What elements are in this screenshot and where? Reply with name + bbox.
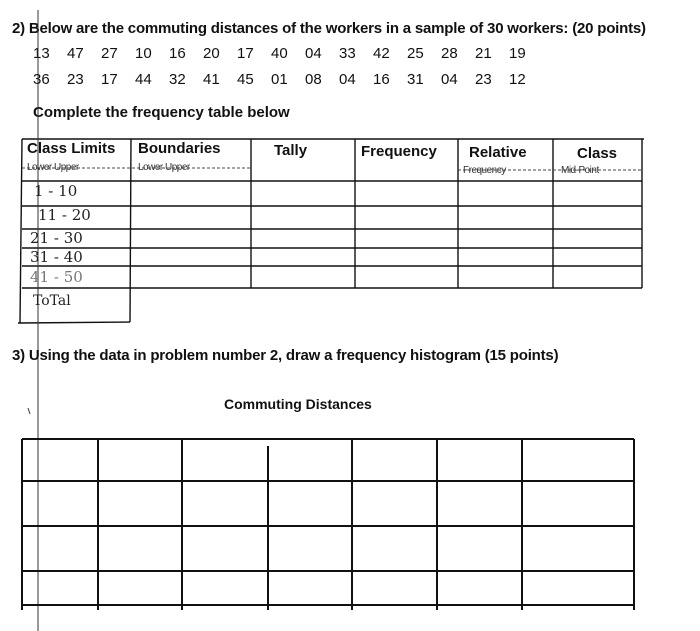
data-value: 17	[101, 71, 118, 88]
class-row: 1 - 10	[34, 182, 78, 200]
header-relative: Relative	[469, 144, 527, 161]
data-value: 17	[237, 45, 254, 62]
data-value: 04	[441, 71, 458, 88]
class-row: 11 - 20	[38, 206, 91, 224]
data-value: 45	[237, 71, 254, 88]
data-value: 23	[67, 71, 84, 88]
data-value: 40	[271, 45, 288, 62]
class-row: 31 - 40	[30, 248, 83, 266]
class-row: 41 - 50	[30, 268, 83, 286]
histogram-title: Commuting Distances	[224, 396, 372, 412]
data-value: 21	[475, 45, 492, 62]
data-value: 44	[135, 71, 152, 88]
data-value: 13	[33, 45, 50, 62]
table-instruction: Complete the frequency table below	[33, 104, 290, 121]
header-tally: Tally	[274, 142, 308, 159]
header-boundaries: Boundaries	[138, 140, 221, 157]
data-value: 25	[407, 45, 424, 62]
data-value: 04	[305, 45, 322, 62]
subheader-class-limits: Lower Upper	[27, 162, 79, 173]
question-3-title: 3) Using the data in problem number 2, draw a frequency histogram (15 points)	[12, 347, 559, 364]
data-value: 41	[203, 71, 220, 88]
data-value: 28	[441, 45, 458, 62]
data-value: 12	[509, 71, 526, 88]
data-value: 32	[169, 71, 186, 88]
data-value: 20	[203, 45, 220, 62]
data-value: 27	[101, 45, 118, 62]
subheader-boundaries: Lower Upper	[138, 162, 190, 173]
data-value: 36	[33, 71, 50, 88]
data-value: 16	[169, 45, 186, 62]
data-value: 42	[373, 45, 390, 62]
header-class-limits: Class Limits	[27, 140, 116, 157]
header-class: Class	[577, 145, 618, 162]
data-value: 01	[271, 71, 288, 88]
data-value: 04	[339, 71, 356, 88]
data-value: 16	[373, 71, 390, 88]
data-value: 19	[509, 45, 526, 62]
subheader-relative: Frequency	[463, 165, 506, 176]
total-label: ToTal	[33, 293, 71, 309]
subheader-class: Mid-Point	[561, 165, 599, 176]
data-value: 23	[475, 71, 492, 88]
data-value: 10	[135, 45, 152, 62]
header-frequency: Frequency	[361, 143, 437, 160]
data-value: 08	[305, 71, 322, 88]
data-value: 31	[407, 71, 424, 88]
class-row: 21 - 30	[30, 229, 83, 247]
question-2-title: 2) Below are the commuting distances of the workers in a sample of 30 workers: (20 points)	[12, 20, 646, 37]
data-value: 33	[339, 45, 356, 62]
data-value: 47	[67, 45, 84, 62]
